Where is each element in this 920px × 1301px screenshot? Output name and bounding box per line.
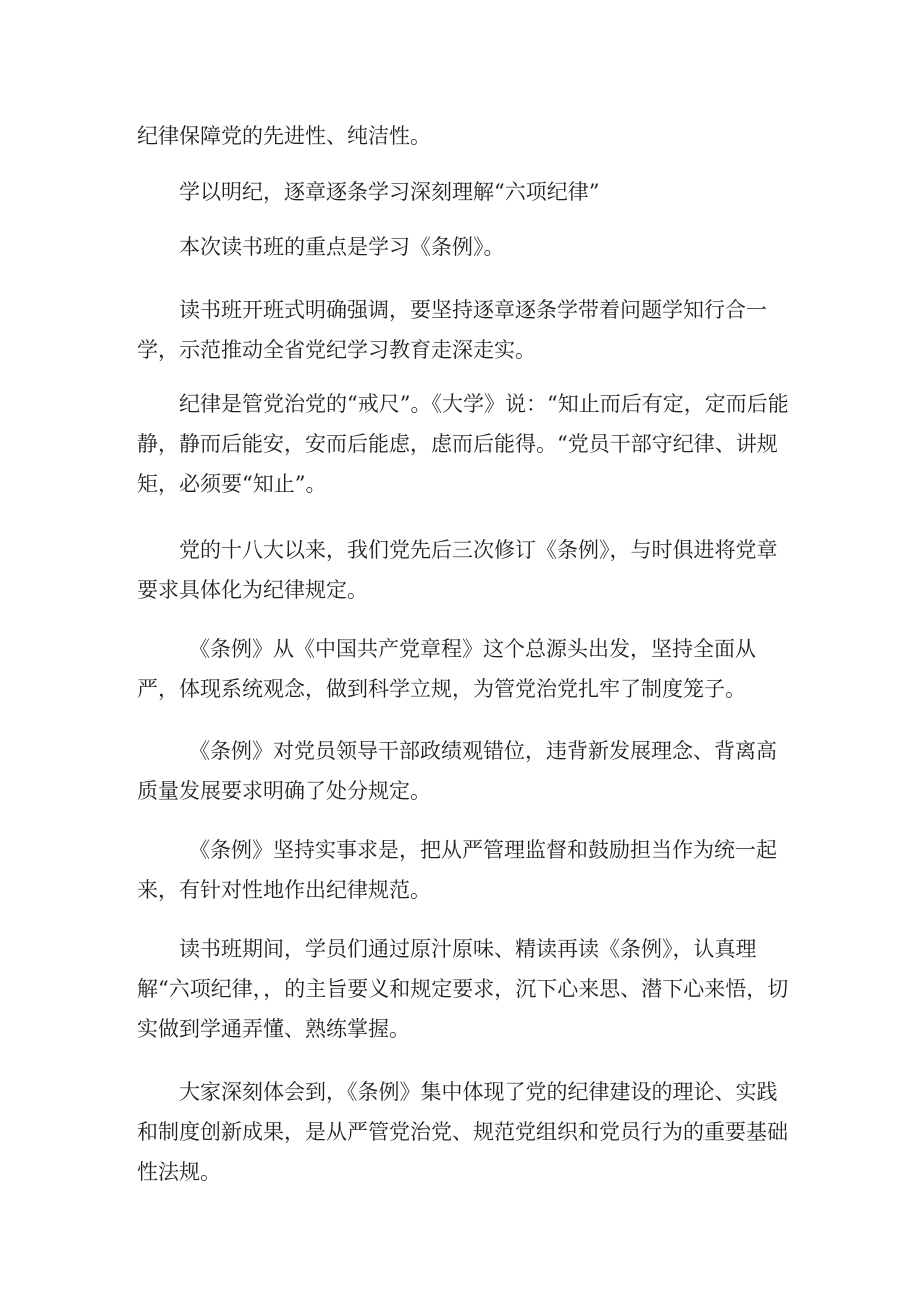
paragraph-10: 读书班期间，学员们通过原汁原味、精读再读《条例》，认真理解“六项纪律，，的主旨要义和规定要求，沉下心来思、潜下心来悟，切实做到学通弄懂、熟练掌握。	[137, 937, 789, 1041]
paragraph-5: 纪律是管党治党的“戒尺”。《大学》说：“知止而后有定，定而后能静，静而后能安，安而后能虑，虑而后能得。“党员干部守纪律、讲规矩，必须要“知止”。	[137, 392, 789, 496]
paragraph-2-heading: 学以明纪，逐章逐条学习深刻理解“六项纪律”	[179, 180, 600, 204]
paragraph-11: 大家深刻体会到，《条例》集中体现了党的纪律建设的理论、实践和制度创新成果，是从严管党治党、规范党组织和党员行为的重要基础性法规。	[137, 1080, 788, 1184]
paragraph-6: 党的十八大以来，我们党先后三次修订《条例》，与时俱进将党章要求具体化为纪律规定。	[137, 538, 778, 602]
paragraph-1: 纪律保障党的先进性、纯洁性。	[137, 124, 431, 148]
paragraph-9: 《条例》坚持实事求是，把从严管理监督和鼓励担当作为统一起来，有针对性地作出纪律规范。	[137, 838, 777, 902]
paragraph-8: 《条例》对党员领导干部政绩观错位，违背新发展理念、背离高质量发展要求明确了处分规定。	[137, 739, 777, 803]
paragraph-3: 本次读书班的重点是学习《条例》。	[179, 235, 505, 259]
paragraph-7: 《条例》从《中国共产党章程》这个总源头出发，坚持全面从严，体现系统观念，做到科学立规，为管党治党扎牢了制度笼子。	[137, 637, 756, 701]
paragraph-4: 读书班开班式明确强调，要坚持逐章逐条学带着问题学知行合一学，示范推动全省党纪学习教育走深走实。	[137, 298, 767, 362]
